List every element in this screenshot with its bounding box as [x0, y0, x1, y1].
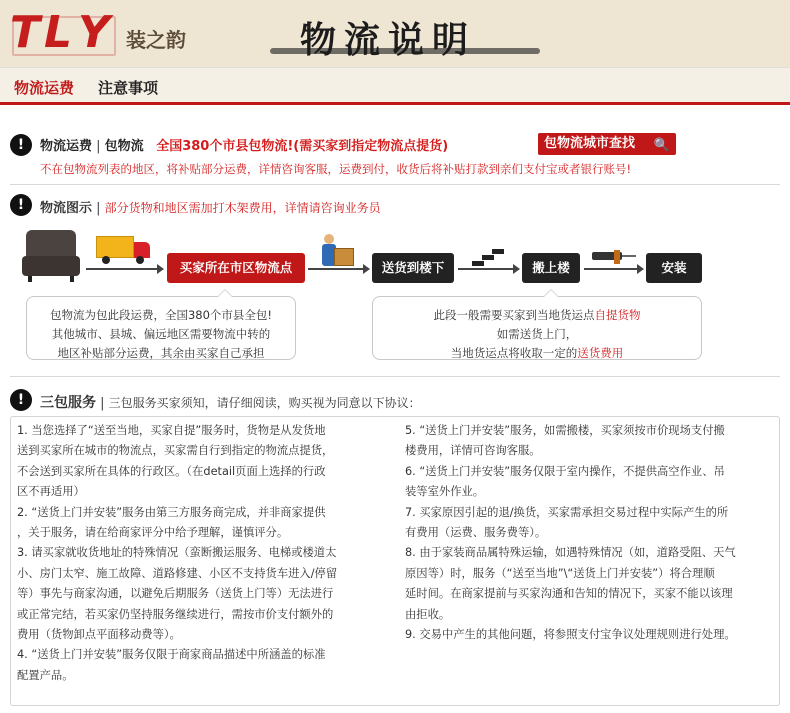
step-local-logistics-point: 买家所在市区物流点	[167, 253, 305, 283]
bubble-pickup-info	[372, 296, 702, 360]
terms-line: 或正常完结，若买家仍坚持服务继续进行，需按市价支付额外的	[17, 607, 334, 621]
step-carry-upstairs: 搬上楼	[522, 253, 580, 283]
terms-line: 2. “送货上门并安装”服务由第三方服务商完成，并非商家提供	[17, 505, 326, 519]
terms-box	[10, 416, 780, 706]
terms-line: 原因等）时，服务（“送至当地”\“送货上门并安装”）将合理顺	[405, 566, 715, 580]
bubble-line	[373, 344, 701, 363]
terms-line: 1. 当您选择了“送至当地，买家自提”服务时，货物是从发货地	[17, 424, 326, 437]
tab-bar	[0, 68, 790, 105]
terms-line: 4. “送货上门并安装”服务仅限于商家商品描述中所涵盖的标准	[17, 648, 326, 662]
sofa-icon	[22, 230, 80, 280]
shipping-city-search-button[interactable]	[538, 133, 676, 155]
terms-line: 由拒收。	[405, 607, 451, 621]
tab-shipping-fee[interactable]: 物流运费	[14, 79, 75, 97]
step-deliver-downstairs: 送货到楼下	[372, 253, 454, 283]
bubble-line	[373, 306, 701, 325]
arrow-icon	[584, 268, 642, 270]
step-install: 安装	[646, 253, 702, 283]
arrow-icon	[86, 268, 162, 270]
brand-logo	[8, 7, 120, 58]
section-subtitle: 包物流	[104, 139, 144, 154]
section-title: 物流图示	[40, 201, 93, 216]
terms-line: 小、房门太窄、施工故障、道路修建、小区不支持货车进入/停留	[17, 566, 338, 580]
terms-line: 延时间。在商家提前与买家沟通和告知的情况下，买家不能以该理	[405, 587, 733, 601]
divider	[10, 184, 780, 185]
terms-line: 3. 请买家就收货地址的特殊情况（蛮断搬运服务、电梯或楼道太	[17, 546, 337, 560]
delivery-worker-icon	[322, 234, 354, 274]
free-shipping-highlight: 全国380个市县包物流!(需买家到指定物流点提货)	[156, 139, 449, 154]
separator: |	[96, 396, 109, 411]
bubble-line: 如需送货上门，	[496, 327, 578, 341]
terms-line: 5. “送货上门并安装”服务，如需搬楼，买家须按市价现场支付搬	[405, 424, 725, 437]
shipping-subsidy-note: 不在包物流列表的地区，将补贴部分运费，详情咨询客服，运费到付，收货后将补贴打款到亲们支付宝或者银行账号!	[40, 162, 632, 176]
terms-line: 配置产品。	[17, 668, 74, 682]
tab-notes[interactable]: 注意事项	[98, 79, 159, 97]
magnifier-icon: 🔍	[653, 138, 670, 153]
section-desc: 三包服务买家须知，请仔细阅读，购买视为同意以下协议：	[108, 396, 421, 410]
terms-line: 费用（货物卸点平面移动费等）。	[17, 628, 181, 642]
terms-line: 等）事先与商家沟通，以避免后期服务（送货上门等）无法进行	[17, 587, 334, 601]
section-title: 物流运费	[40, 139, 93, 154]
alert-icon: !	[10, 134, 32, 156]
top-banner	[0, 0, 790, 68]
section-desc: 部分货物和地区需加打木架费用，详情请咨询业务员	[104, 201, 381, 215]
search-button-label: 包物流城市查找	[544, 136, 636, 151]
bubble-highlight: 送货费用	[577, 346, 624, 360]
terms-line: 送到买家所在城市的物流点，买家需自行到指定的物流点提货，	[17, 444, 334, 458]
alert-icon: !	[10, 194, 32, 216]
section-title: 三包服务	[40, 395, 96, 411]
bubble-line: 其他城市、县城、偏远地区需要物流中转的	[51, 327, 271, 341]
terms-line: 8. 由于家装商品属特殊运输，如遇特殊情况（如，道路受阻、天气	[405, 546, 736, 560]
truck-icon	[96, 236, 152, 264]
logo-letter-y: Y	[78, 7, 110, 58]
terms-line: 区不再适用）	[17, 485, 85, 499]
separator: |	[92, 201, 105, 216]
divider	[10, 376, 780, 377]
terms-line: 7. 买家原因引起的退/换货，买家需承担交易过程中实际产生的所	[405, 505, 729, 519]
logo-letter-l: L	[44, 7, 73, 58]
terms-right-column	[405, 421, 777, 645]
bubble-highlight: 自提货物	[594, 308, 641, 322]
bubble-text: 当地货运点将收取一定的	[450, 346, 578, 360]
terms-line: ，关于服务，请在给商家评分中给予理解，谨慎评分。	[17, 526, 289, 540]
terms-line: 装等室外作业。	[405, 485, 485, 499]
terms-line: 不会送到买家所在具体的行政区。（在detail页面上选择的行政	[17, 464, 326, 478]
page-title: 物流说明	[300, 19, 477, 61]
arrow-icon	[458, 268, 518, 270]
logo-letter-t: T	[10, 7, 41, 58]
stairs-icon	[472, 244, 508, 266]
logistics-flow	[0, 220, 790, 360]
bubble-text: 此段一般需要买家到当地货运点	[433, 308, 595, 322]
bubble-line: 包物流为包此段运费，全国380个市县全包!	[49, 308, 273, 322]
terms-line: 楼费用，详情可咨询客服。	[405, 444, 541, 458]
bubble-line: 地区补贴部分运费，其余由买家自己承担	[57, 346, 265, 360]
alert-icon: !	[10, 389, 32, 411]
brand-name: 装之韵	[126, 28, 186, 52]
terms-line: 6. “送货上门并安装”服务仅限于室内操作，不提供高空作业、吊	[405, 464, 725, 478]
drill-icon	[592, 250, 638, 264]
bubble-free-shipping-info	[26, 296, 296, 360]
logistics-diagram-header	[40, 197, 381, 216]
separator: |	[92, 139, 105, 154]
terms-left-column	[17, 421, 393, 686]
warranty-service-header	[40, 392, 421, 412]
terms-line: 9. 交易中产生的其他问题，将参照支付宝争议处理规则进行处理。	[405, 628, 736, 642]
shipping-fee-header	[40, 135, 448, 154]
terms-line: 有费用（运费、服务费等）。	[405, 526, 547, 540]
